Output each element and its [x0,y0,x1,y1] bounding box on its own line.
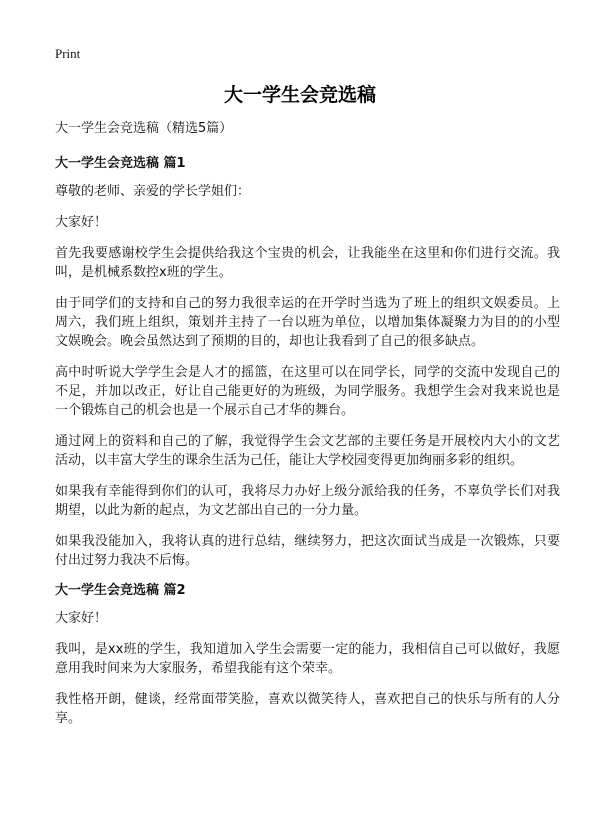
paragraph: 尊敬的老师、亲爱的学长学姐们： [55,184,251,199]
paragraph: 首先我要感谢校学生会提供给我这个宝贵的机会，让我能坐在这里和你们进行交流。我叫，是机械系数控x班的学生。 [55,246,560,280]
section-heading: 大一学生会竞选稿 篇1 [55,156,186,171]
paragraph: 大家好！ [55,215,108,230]
page-title: 大一学生会竞选稿 [223,84,376,106]
paragraph: 我叫，是xx班的学生，我知道加入学生会需要一定的能力，我相信自己可以做好，我愿意用我时间来为大家服务，希望我能有这个荣幸。 [55,642,560,676]
section-2 [55,582,560,728]
paragraph: 由于同学们的支持和自己的努力我很幸运的在开学时当选为了班上的组织文娱委员。上周六，我们班上组织，策划并主持了一台以班为单位，以增加集体凝聚力为目的的小型文娱晚会。晚会虽然达到了预期的目的，却也让我看到了自己的很多缺点。 [55,296,560,349]
paragraph: 我性格开朗，健谈，经常面带笑脸，喜欢以微笑待人，喜欢把自己的快乐与所有的人分享。 [55,692,560,726]
paragraph: 如果我没能加入，我将认真的进行总结，继续努力，把这次面试当成是一次锻炼，只要付出过努力我决不后悔。 [55,534,560,568]
article-subtitle: 大一学生会竞选稿（精选5篇） [55,121,233,136]
paragraph: 如果我有幸能得到你们的认可，我将尽力办好上级分派给我的任务，不辜负学长们对我期望，以此为新的起点，为文艺部出自己的一分力量。 [55,484,560,518]
section-1 [55,155,560,570]
paragraph: 大家好！ [55,611,108,626]
article-body [55,120,560,740]
print-link[interactable]: Print [55,46,81,61]
paragraph: 通过网上的资料和自己的了解，我觉得学生会文艺部的主要任务是开展校内大小的文艺活动，以丰富大学生的课余生活为己任，能让大学校园变得更加绚丽多彩的组织。 [55,434,560,468]
section-heading: 大一学生会竞选稿 篇2 [55,583,186,598]
paragraph: 高中时听说大学学生会是人才的摇篮，在这里可以在同学长，同学的交流中发现自己的不足，并加以改正，好让自己能更好的为班级，为同学服务。我想学生会对我来说也是一个锻炼自己的机会也是一个展示自己才华的舞台。 [55,365,560,418]
